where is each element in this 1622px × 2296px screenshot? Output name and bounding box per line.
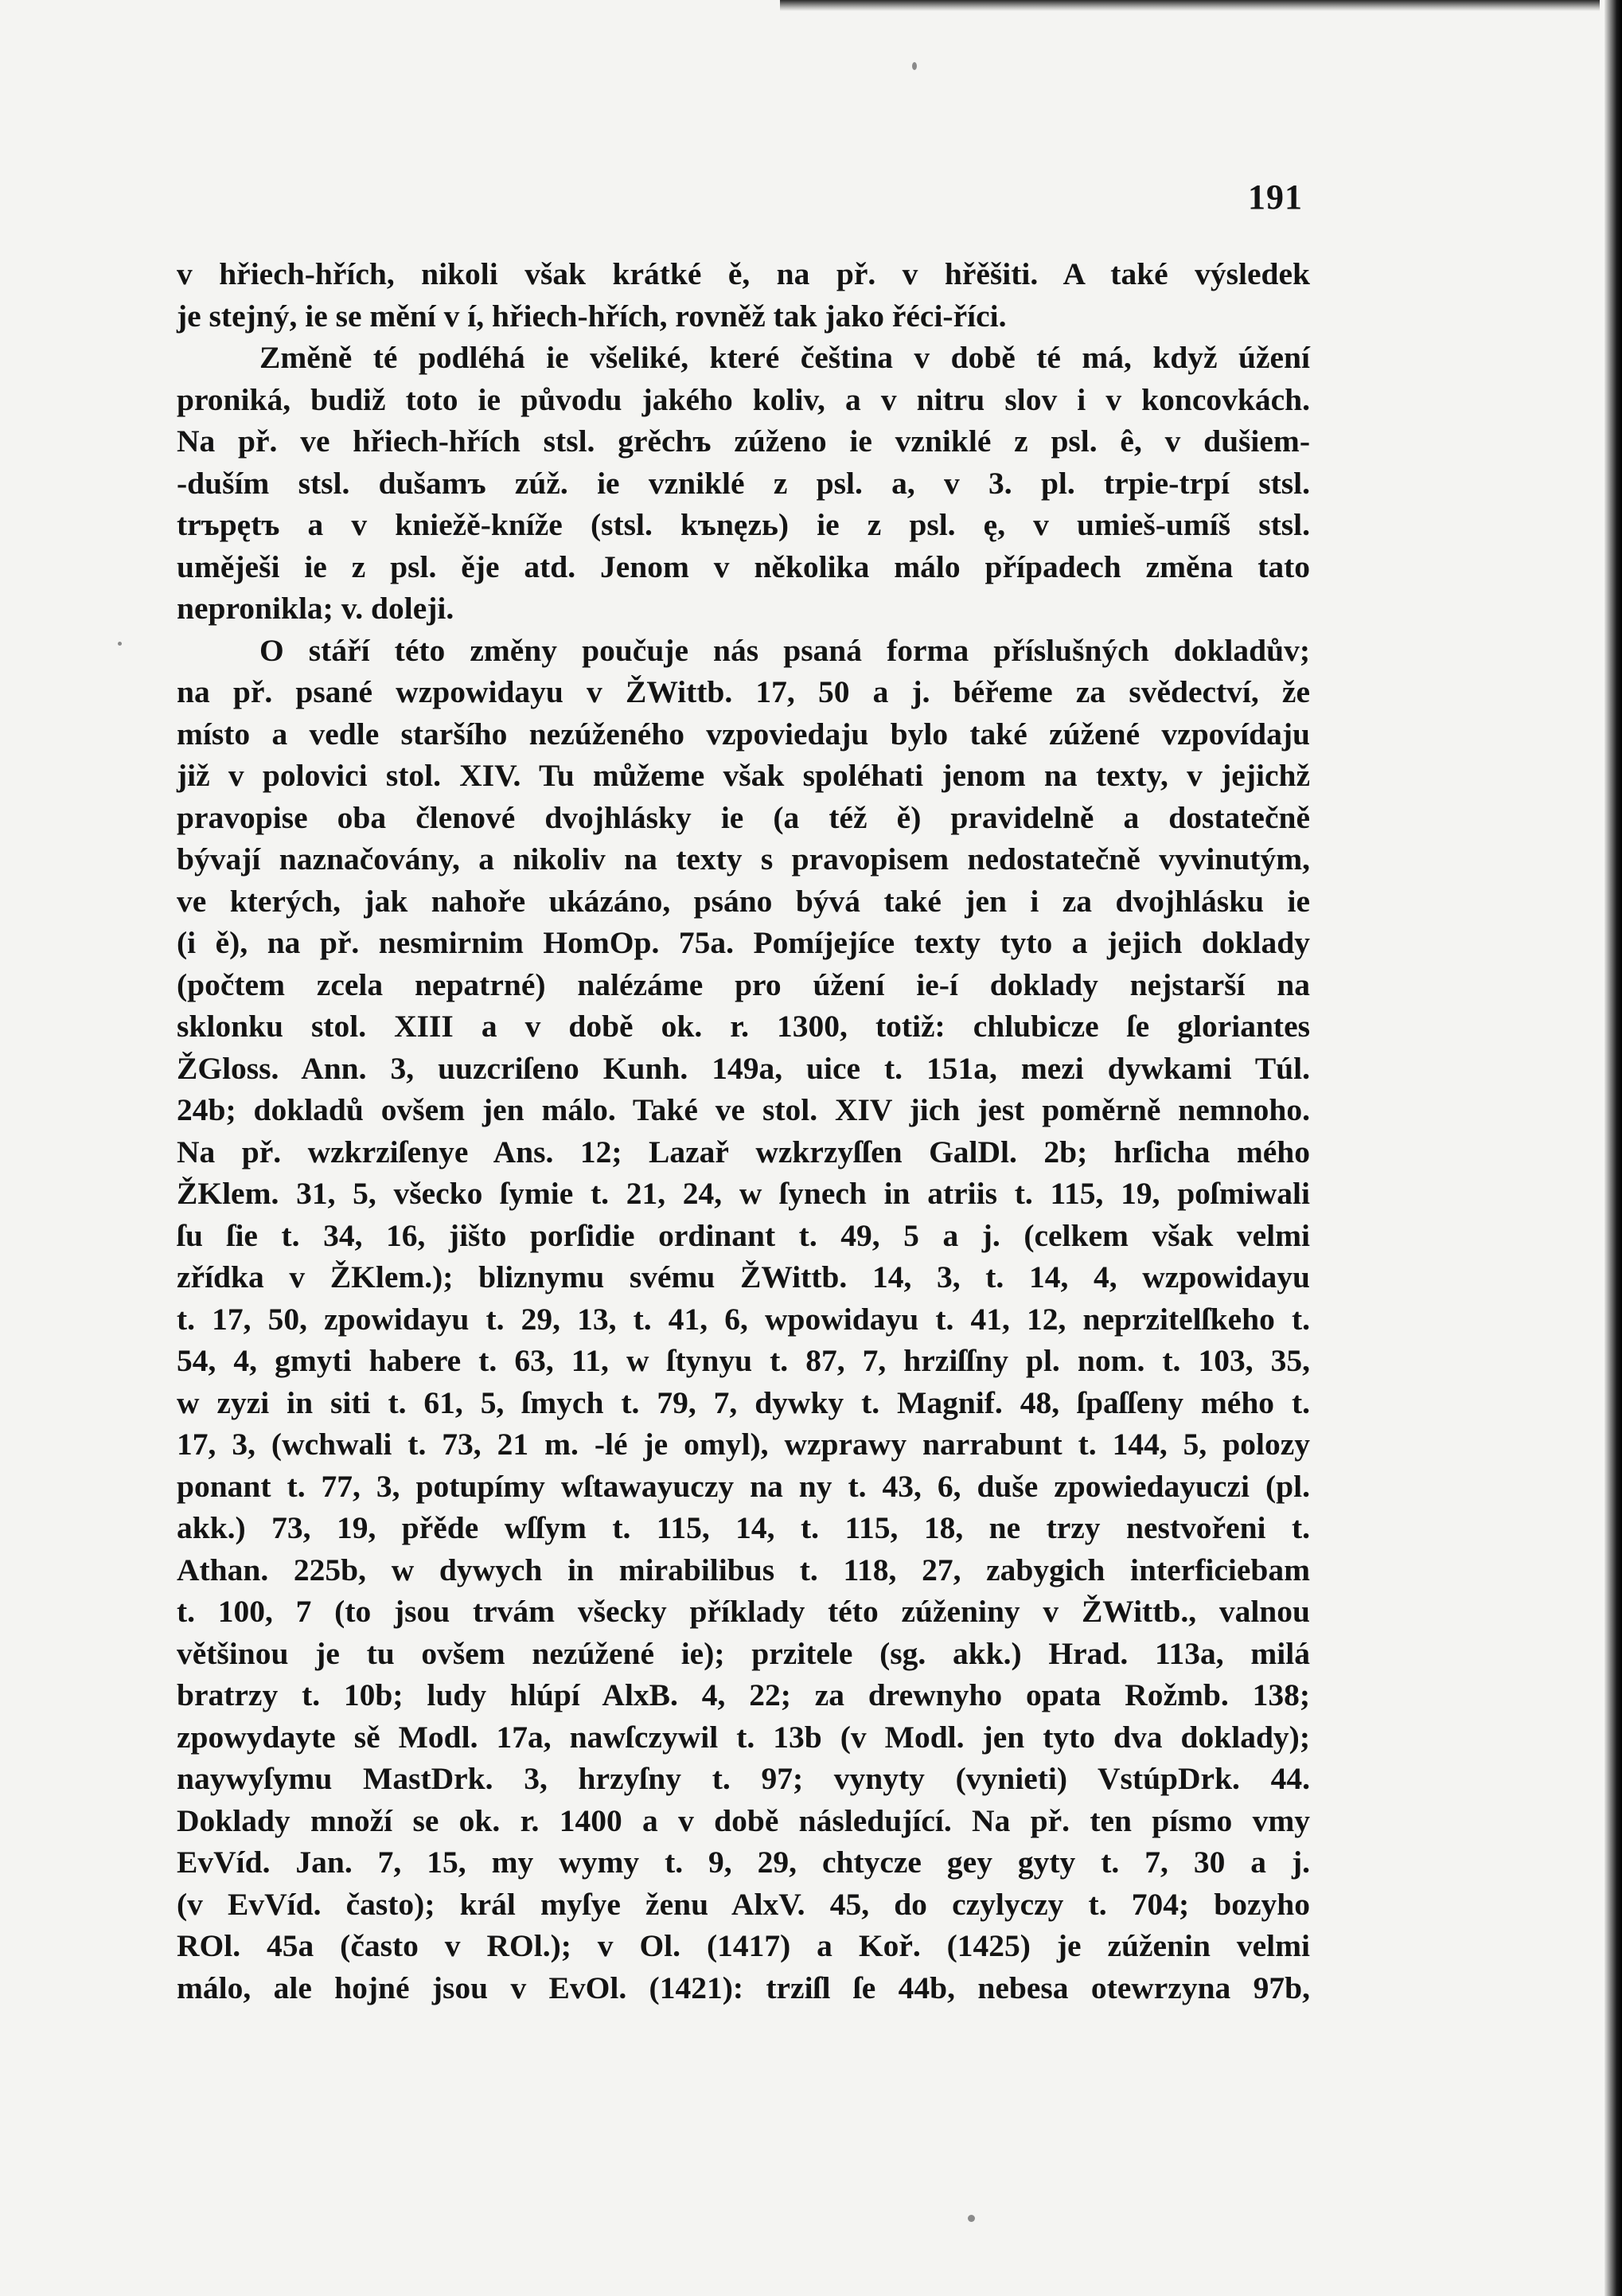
text-line: ponant t. 77, 3, potupímy wſtawayuczy na ny t. 43, 6, duše zpowiedayuczi (pl. [177, 1468, 1310, 1504]
text-line: Změně té podléhá ie všeliké, které čeština v době té má, když úžení [259, 340, 1310, 375]
text-line: 54, 4, gmyti habere t. 63, 11, w ſtynyu t. 87, 7, hrziſſny pl. nom. t. 103, 35, [177, 1343, 1310, 1378]
text-line: (v EvVíd. často); král myſye ženu AlxV. 45, do czylyczy t. 704; bozyho [177, 1886, 1310, 1922]
text-line: Athan. 225b, w dywych in mirabilibus t. 118, 27, zabygich interficiebam [177, 1552, 1310, 1587]
text-line: t. 17, 50, zpowidayu t. 29, 13, t. 41, 6, wpowidayu t. 41, 12, neprzitelſkeho t. [177, 1301, 1310, 1337]
text-line: bývají naznačovány, a nikoliv na texty s pravopisem nedostatečně vyvinutým, [177, 841, 1310, 877]
text-line: 24b; dokladů ovšem jen málo. Také ve stol. XIV jich jest poměrně nemnoho. [177, 1092, 1310, 1127]
scan-edge-right [1604, 0, 1622, 2296]
text-line: proniká, budiž toto ie původu jakého koliv, a v nitru slov i v koncovkách. [177, 381, 1310, 417]
scan-edge-top [780, 0, 1600, 11]
text-line: nepronikla; v. doleji. [177, 591, 454, 626]
text-line: již v polovici stol. XIV. Tu můžeme však spoléhati jenom na texty, v jejichž [177, 758, 1310, 793]
text-line: akk.) 73, 19, přěde wſſym t. 115, 14, t. 115, 18, ne trzy nestvořeni t. [177, 1510, 1310, 1545]
paper-speck [912, 62, 917, 70]
text-line: naywyſymu MastDrk. 3, hrzyſny t. 97; vynyty (vynieti) VstúpDrk. 44. [177, 1761, 1310, 1796]
text-line: ŽGloss. Ann. 3, uuzcriſeno Kunh. 149a, uice t. 151a, mezi dywkami Túl. [177, 1050, 1310, 1086]
text-line: Na př. ve hřiech-hřích stsl. grěchъ zúženo ie vzniklé z psl. ê, v dušiem- [177, 424, 1310, 459]
text-line: EvVíd. Jan. 7, 15, my wymy t. 9, 29, chtycze gey gyty t. 7, 30 a j. [177, 1845, 1310, 1880]
paper-speck [118, 642, 122, 646]
text-line: většinou je tu ovšem nezúžené ie); przitele (sg. akk.) Hrad. 113a, milá [177, 1635, 1310, 1671]
text-line: Na př. wzkrziſenye Ans. 12; Lazař wzkrzyſſen GalDl. 2b; hrſicha mého [177, 1134, 1310, 1169]
text-line: Doklady množí se ok. r. 1400 a v době následující. Na př. ten písmo vmy [177, 1802, 1310, 1838]
text-line: ve kterých, jak nahoře ukázáno, psáno bývá také jen i za dvojhlásku ie [177, 883, 1310, 919]
page-number: 191 [1248, 178, 1303, 217]
text-line: málo, ale hojné jsou v EvOl. (1421): trziſl ſe 44b, nebesa otewrzyna 97b, [177, 1970, 1310, 2005]
text-line: pravopise oba členové dvojhlásky ie (a též ě) pravidelně a dostatečně [177, 799, 1310, 835]
text-line: sklonku stol. XIII a v době ok. r. 1300, totiž: chlubicze ſe gloriantes [177, 1009, 1310, 1044]
text-line: w zyzi in siti t. 61, 5, ſmych t. 79, 7, dywky t. Magnif. 48, ſpaſſeny mého t. [177, 1384, 1310, 1420]
text-line: bratrzy t. 10b; ludy hlúpí AlxB. 4, 22; za drewnyho opata Rožmb. 138; [177, 1677, 1310, 1712]
text-line: -duším stsl. dušamъ zúž. ie vzniklé z psl. a, v 3. pl. trpie-trpí stsl. [177, 465, 1310, 501]
body-text [177, 253, 1310, 2009]
text-line: (počtem zcela nepatrné) nalézáme pro úžení ie-í doklady nejstarší na [177, 966, 1310, 1002]
text-line: ſu ſie t. 34, 16, jišto porſidie ordinant t. 49, 5 a j. (celkem však velmi [177, 1217, 1310, 1253]
text-line: na př. psané wzpowidayu v ŽWittb. 17, 50 a j. béřeme za svědectví, že [177, 674, 1310, 709]
text-line: je stejný, ie se mění v í, hřiech-hřích, rovněž tak jako řéci-říci. [177, 298, 1007, 334]
text-line: uměješi ie z psl. ěje atd. Jenom v několika málo případech změna tato [177, 549, 1310, 584]
text-line: ROl. 45a (často v ROl.); v Ol. (1417) a Koř. (1425) je zúženin velmi [177, 1928, 1310, 1963]
text-line: t. 100, 7 (to jsou trvám všecky příklady této zúženiny v ŽWittb., valnou [177, 1594, 1310, 1629]
text-line: ŽKlem. 31, 5, všecko ſymie t. 21, 24, w ſynech in atriis t. 115, 19, poſmiwali [177, 1176, 1310, 1211]
text-line: zpowydayte sě Modl. 17a, nawſczywil t. 13b (v Modl. jen tyto dva doklady); [177, 1719, 1310, 1755]
text-line: zřídka v ŽKlem.); bliznymu svému ŽWittb. 14, 3, t. 14, 4, wzpowidayu [177, 1259, 1310, 1294]
text-line: trъpętъ a v kniežě-kníže (stsl. kъnęzь) ie z psl. ę, v umieš-umíš stsl. [177, 507, 1310, 542]
paper-speck [968, 2215, 975, 2222]
text-line: v hřiech-hřích, nikoli však krátké ě, na př. v hřěšiti. A také výsledek [177, 256, 1310, 291]
text-line: místo a vedle staršího nezúženého vzpoviedaju bylo také zúžené vzpovídaju [177, 716, 1310, 752]
text-line: O stáří této změny poučuje nás psaná forma příslušných dokladův; [259, 632, 1310, 668]
text-line: 17, 3, (wchwali t. 73, 21 m. -lé je omyl), wzprawy narrabunt t. 144, 5, polozy [177, 1427, 1310, 1462]
text-line: (i ě), na př. nesmirnim HomOp. 75a. Pomíjejíce texty tyto a jejich doklady [177, 925, 1310, 960]
